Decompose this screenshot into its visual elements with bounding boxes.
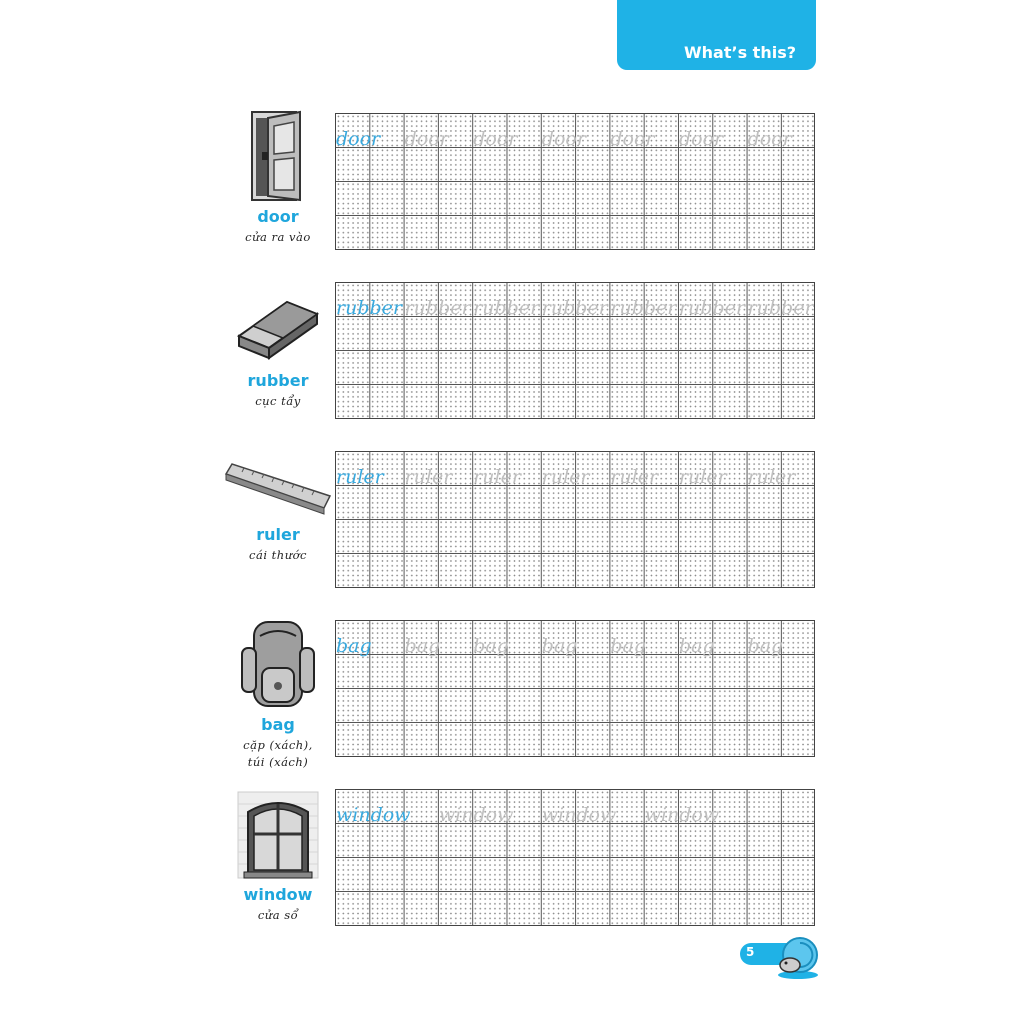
trace-row — [336, 297, 814, 319]
trace-word: door — [473, 128, 518, 150]
item-window — [222, 790, 334, 924]
item-meaning: cửa ra vào — [245, 230, 311, 244]
eraser-icon — [233, 296, 323, 366]
trace-word: bag — [678, 635, 715, 657]
trace-word: bag — [610, 635, 647, 657]
trace-word: door — [541, 128, 586, 150]
writing-grid-rubber[interactable] — [335, 282, 815, 419]
trace-word: door — [678, 128, 724, 150]
backpack-icon — [238, 618, 318, 710]
trace-word: rubber — [678, 297, 745, 319]
trace-word: bag — [336, 635, 372, 657]
ruler-icon — [222, 460, 334, 520]
item-ruler — [222, 460, 334, 564]
trace-word: bag — [473, 635, 509, 657]
header-tab — [617, 0, 816, 70]
trace-word: ruler — [747, 466, 796, 488]
trace-word: rubber — [610, 297, 677, 319]
trace-row — [336, 466, 814, 488]
item-meaning: cái thước — [249, 548, 307, 562]
item-rubber — [222, 296, 334, 410]
trace-word: bag — [404, 635, 441, 657]
snail-mascot-icon — [772, 935, 822, 981]
trace-row — [336, 635, 814, 657]
item-meaning: cặp (xách), — [243, 738, 313, 752]
writing-grid-door[interactable] — [335, 113, 815, 250]
trace-word: door — [610, 128, 655, 150]
door-icon — [250, 110, 306, 202]
trace-row — [336, 128, 814, 150]
trace-word: door — [747, 128, 792, 150]
item-meaning: cục tẩy — [255, 394, 301, 408]
trace-word: rubber — [404, 297, 471, 319]
trace-word: window — [336, 804, 411, 826]
item-word: bag — [261, 715, 295, 734]
trace-word: ruler — [473, 466, 521, 488]
item-word: rubber — [247, 371, 309, 390]
trace-word: ruler — [610, 466, 659, 488]
item-word: door — [257, 207, 299, 226]
trace-word: bag — [747, 635, 784, 657]
writing-grid-window[interactable] — [335, 789, 815, 926]
trace-word: door — [404, 128, 449, 150]
item-word: window — [243, 885, 313, 904]
trace-word: window — [644, 804, 720, 826]
trace-word: bag — [541, 635, 578, 657]
trace-word: window — [541, 804, 617, 826]
item-meaning-line2: túi (xách) — [247, 755, 309, 769]
trace-word: rubber — [541, 297, 608, 319]
trace-word: rubber — [473, 297, 540, 319]
trace-word: rubber — [336, 297, 402, 319]
page-number: 5 — [746, 945, 755, 959]
window-icon — [236, 790, 320, 880]
page-title: What’s this? — [684, 43, 796, 62]
trace-word: ruler — [404, 466, 453, 488]
item-word: ruler — [256, 525, 300, 544]
writing-grid-bag[interactable] — [335, 620, 815, 757]
writing-grid-ruler[interactable] — [335, 451, 815, 588]
trace-word: window — [438, 804, 514, 826]
item-door — [222, 110, 334, 246]
item-meaning: cửa sổ — [257, 908, 299, 922]
trace-row — [336, 804, 814, 826]
trace-word: ruler — [678, 466, 727, 488]
trace-word: rubber — [747, 297, 814, 319]
trace-word: ruler — [541, 466, 590, 488]
item-bag — [222, 618, 334, 771]
trace-word: ruler — [336, 466, 384, 488]
trace-word: door — [336, 128, 381, 150]
